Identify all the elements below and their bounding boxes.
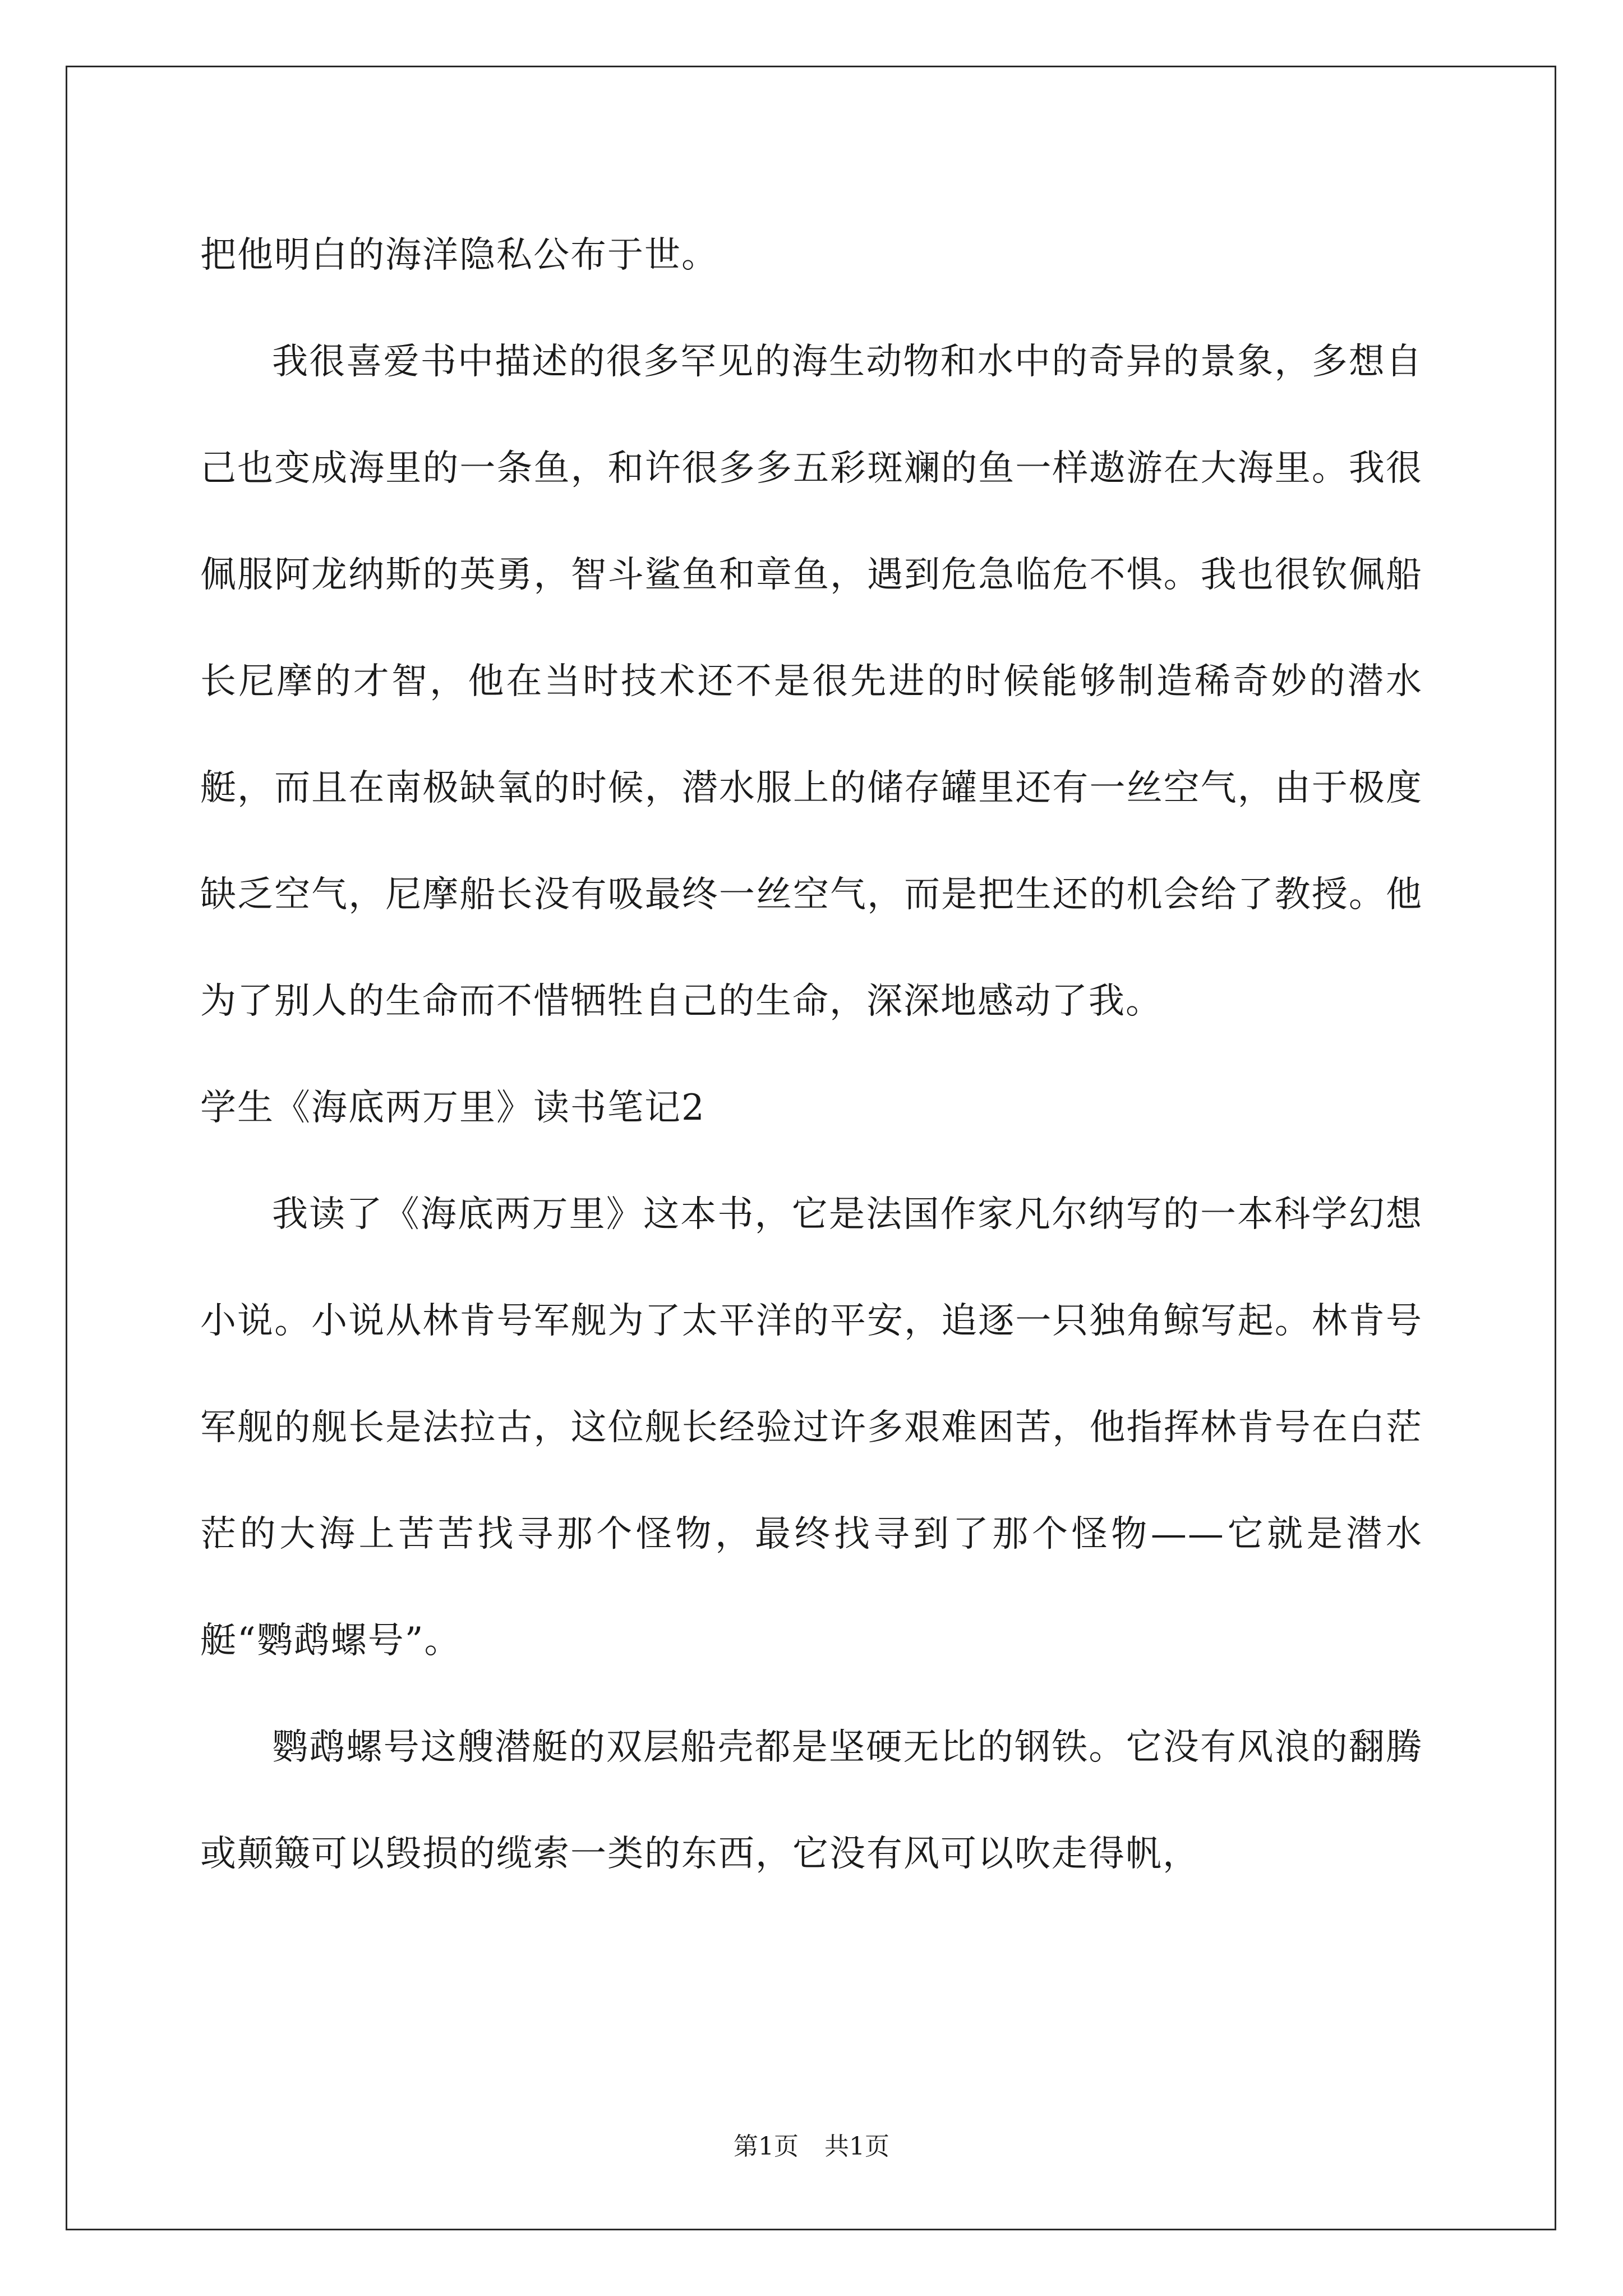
page-number: 第1页 [734, 2132, 799, 2161]
paragraph-1: 把他明白的海洋隐私公布于世。 [200, 234, 718, 276]
page-footer [0, 2126, 1623, 2162]
document-body [200, 202, 1423, 1907]
paragraph-4: 鹦鹉螺号这艘潜艇的双层船壳都是坚硬无比的钢铁。它没有风浪的翻腾或颠簸可以毁损的缆索一类的东西，它没有风可以吹走得帆， [200, 1727, 1423, 1875]
paragraph-3: 我读了《海底两万里》这本书，它是法国作家凡尔纳写的一本科学幻想小说。小说从林肯号军舰为了太平洋的平安，追逐一只独角鲸写起。林肯号军舰的舰长是法拉古，这位舰长经验过许多艰难困苦，他指挥林肯号在白茫茫的大海上苦苦找寻那个怪物，最终找寻到了那个怪物——它就是潜水艇“鹦鹉螺号”。 [200, 1194, 1423, 1662]
page-total: 共1页 [824, 2132, 889, 2161]
section-heading: 学生《海底两万里》读书笔记2 [200, 1087, 706, 1129]
paragraph-2: 我很喜爱书中描述的很多罕见的海生动物和水中的奇异的景象，多想自己也变成海里的一条鱼，和许很多多五彩斑斓的鱼一样遨游在大海里。我很佩服阿龙纳斯的英勇，智斗鲨鱼和章鱼，遇到危急临危不惧。我也很钦佩船长尼摩的才智，他在当时技术还不是很先进的时候能够制造稀奇妙的潜水艇，而且在南极缺氧的时候，潜水服上的储存罐里还有一丝空气，由于极度缺乏空气，尼摩船长没有吸最终一丝空气，而是把生还的机会给了教授。他为了别人的生命而不惜牺牲自己的生命，深深地感动了我。 [200, 341, 1423, 1022]
